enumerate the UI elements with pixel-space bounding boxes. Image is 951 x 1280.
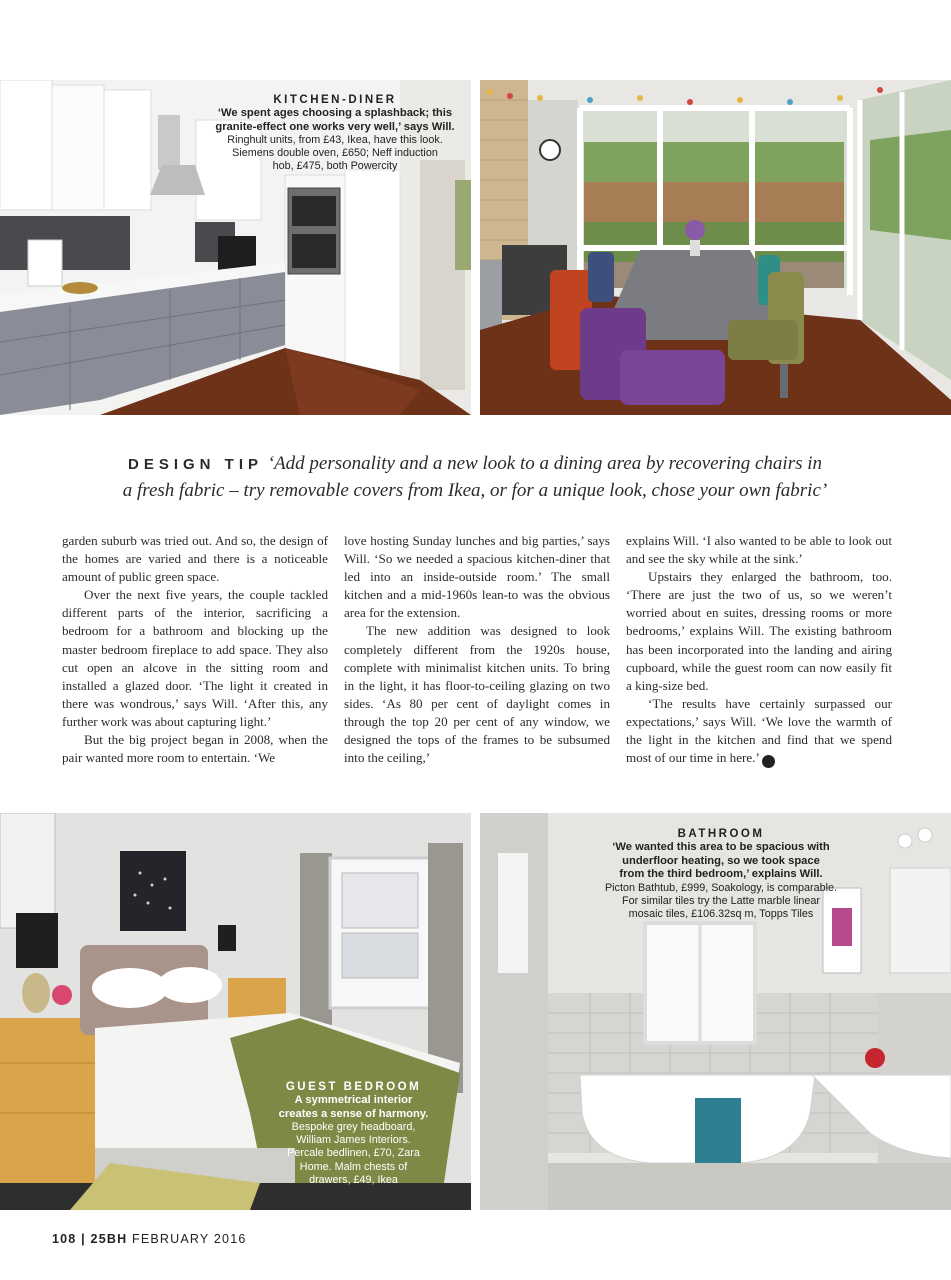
issue-date: FEBRUARY 2016 (132, 1232, 247, 1246)
design-tip-text: ‘Add personality and a new look to a dining area by recovering chairs in (267, 453, 823, 474)
article-paragraph: garden suburb was tried out. And so, the design of the homes are varied and there is a noticeable amount of public green space. (62, 533, 328, 585)
bathroom-caption (576, 828, 866, 921)
bathroom-caption-quote-line: from the third bedroom,’ explains Will. (619, 868, 823, 880)
page-number: 108 (52, 1232, 77, 1246)
end-mark-icon: 25 (762, 755, 775, 768)
page-folio (52, 1232, 247, 1246)
article-paragraph: But the big project began in 2008, when the pair wanted more room to entertain. ‘We (62, 732, 328, 766)
article-column-2 (344, 532, 610, 767)
dining-photo (480, 80, 951, 415)
bedroom-caption-body-line: Home. Malm chests of (299, 1160, 408, 1173)
bathroom-caption-heading: BATHROOM (677, 828, 765, 840)
bedroom-caption-body-line: Percale bedlinen, £70, Zara (287, 1147, 420, 1160)
bathroom-caption-body-line: For similar tiles try the Latte marble linear (621, 894, 820, 907)
article-paragraph: The new addition was designed to look completely different from the 1920s house, complete with minimalist kitchen units. To bring in the light, it has floor-to-ceiling glazing on two sides. ‘As 80 per cent of daylight comes in through the top 20 per cent of any window, we designed the tops of the frames to be subsumed into the ceiling,’ (344, 623, 610, 766)
design-tip-label: DESIGN TIP (127, 456, 263, 473)
design-tip-text: a fresh fabric – try removable covers from Ikea, or for a unique look, chose your own fabric’ (122, 480, 828, 501)
kitchen-caption-body-line: Siemens double oven, £650; Neff induction (232, 147, 438, 160)
kitchen-caption-quote-line: ‘We spent ages choosing a splashback; this (217, 107, 453, 119)
article-paragraph: Upstairs they enlarged the bathroom, too. ‘There are just the two of us, so we weren’t worried about en suites, dressing rooms or more bedrooms,’ explains Will. The existing bathroom has been incorporated into the landing and airing cupboard, while the guest room can now easily fit a king-size bed. (626, 569, 892, 693)
bedroom-caption-body-line: Bespoke grey headboard, (291, 1121, 416, 1133)
article-paragraph: love hosting Sunday lunches and big parties,’ says Will. ‘So we needed a spacious kitchen-diner that led into an inside-outside room.’ The small kitchen and a mid-1960s lean-to was the obvious area for the extension. (344, 533, 610, 621)
kitchen-caption (200, 94, 470, 174)
bathroom-caption-quote-line: underfloor heating, so we took space (622, 854, 820, 867)
bedroom-caption-quote-line: A symmetrical interior (294, 1094, 413, 1106)
bathroom-caption-quote-line: ‘We wanted this area to be spacious with (612, 841, 830, 853)
magazine-brand: 25BH (90, 1232, 128, 1246)
article-column-3 (626, 532, 892, 768)
article-column-1 (62, 532, 328, 767)
article-paragraph: explains Will. ‘I also wanted to be able to look out and see the sky while at the sink.’ (626, 533, 892, 567)
bathroom-caption-body-line: Picton Bathtub, £999, Soakology, is comparable. (604, 881, 838, 894)
article-closing-text: ‘The results have certainly surpassed our expectations,’ says Will. ‘We love the warmth of the light in the kitchen and find that we spend most of our time in here.’ (626, 695, 892, 766)
article-paragraph: Over the next five years, the couple tackled different parts of the interior, sacrificing a bedroom for a bathroom and blocking up the master bedroom fireplace to add space. They also cut open an alcove in the sitting room and installed a glazed door. ‘The light it created in there was wondrous,’ says Will. ‘After this, any further work was about capturing light.’ (62, 587, 328, 729)
bedroom-caption-body-line: William James Interiors. (296, 1134, 411, 1147)
kitchen-caption-body-line: Ringhult units, from £43, Ikea, have this look. (227, 134, 443, 146)
bedroom-caption (266, 1081, 441, 1187)
bedroom-caption-body-line: drawers, £49, Ikea (309, 1173, 398, 1186)
kitchen-caption-quote-line: granite-effect one works very well,’ says Will. (215, 120, 455, 133)
bedroom-caption-quote-line: creates a sense of harmony. (278, 1107, 429, 1120)
article-paragraph (626, 695, 892, 768)
folio-separator: | (81, 1232, 86, 1246)
kitchen-caption-body-line: hob, £475, both Powercity (272, 160, 398, 173)
design-tip (60, 451, 890, 504)
bathroom-caption-body-line: mosaic tiles, £106.32sq m, Topps Tiles (628, 907, 814, 920)
bedroom-caption-heading: GUEST BEDROOM (285, 1081, 422, 1093)
kitchen-caption-heading: KITCHEN-DINER (273, 94, 397, 106)
